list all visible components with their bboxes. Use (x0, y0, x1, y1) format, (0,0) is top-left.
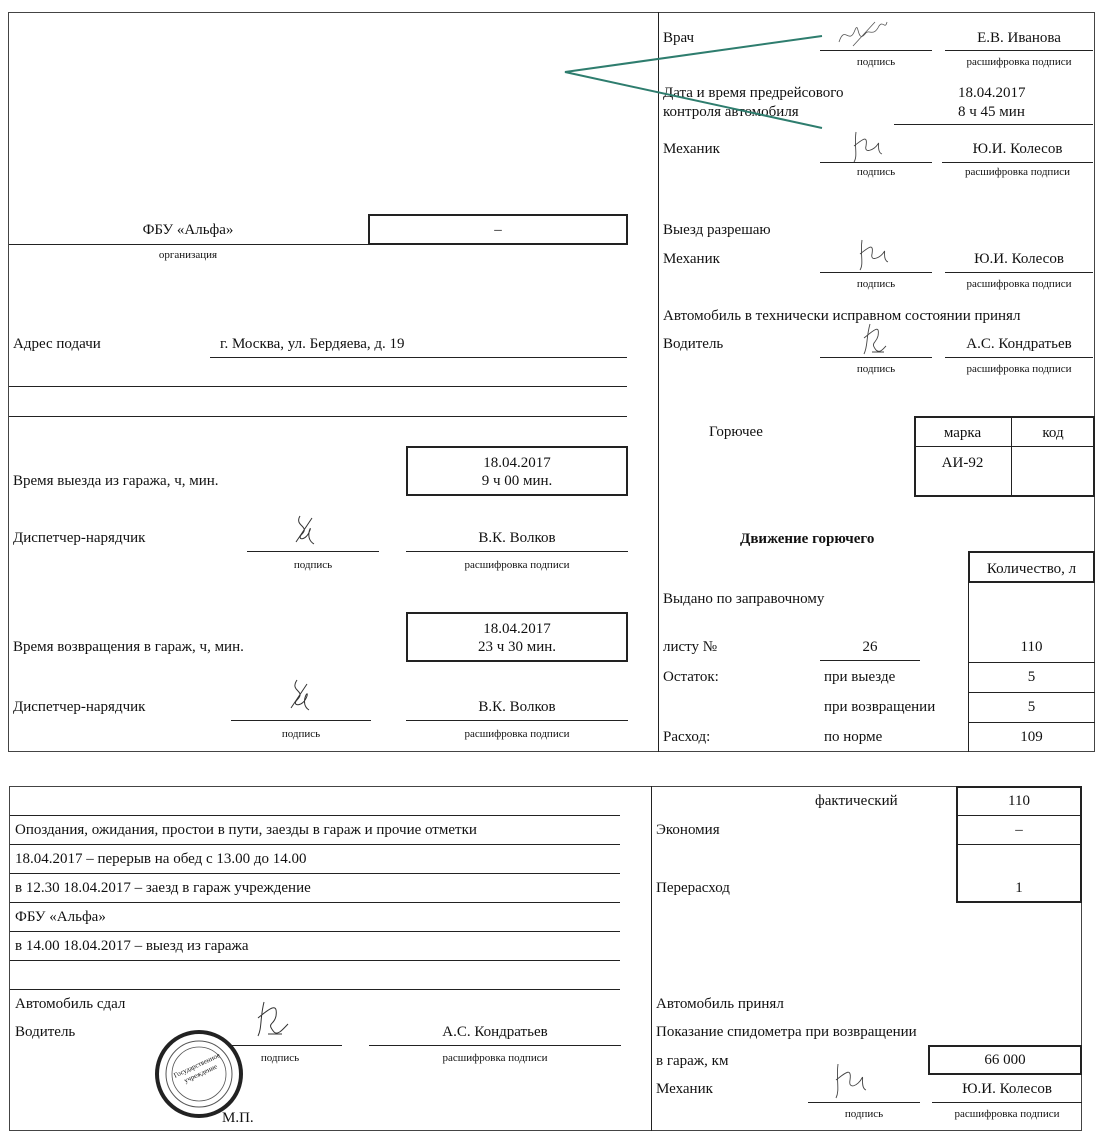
odometer-label-2: в гараж, км (656, 1053, 729, 1069)
bottom-mechanic-sig-line (808, 1102, 920, 1103)
doctor-decode-caption: расшифровка подписи (966, 56, 1072, 68)
fuel-brand-header: марка (943, 425, 982, 441)
permit-label: Выезд разрешаю (663, 222, 771, 238)
notes-line-1 (10, 844, 620, 845)
address-line-2 (9, 386, 627, 387)
org-name: ФБУ «Альфа» (142, 222, 234, 238)
dispatcher1-name-line (406, 551, 628, 552)
fuel-movement-title: Движение горючего (740, 531, 875, 547)
address-label: Адрес подачи (13, 336, 101, 352)
dispatcher2-sig-caption: подпись (281, 728, 321, 740)
actual-label: фактический (815, 793, 898, 809)
dispatcher2-label: Диспетчер-нарядчик (13, 699, 146, 715)
driver-sig-line (820, 357, 932, 358)
return-time: 23 ч 30 мин. (477, 639, 557, 655)
notes-title: Опоздания, ожидания, простои в пути, заезды в гараж и прочие отметки (15, 822, 477, 838)
bottom-mechanic-label: Механик (656, 1081, 713, 1097)
at-depart-label: при выезде (824, 669, 896, 685)
notes-line-0 (10, 815, 620, 816)
precheck-label-2: контроля автомобиля (663, 104, 799, 120)
dispatcher1-signature (290, 512, 320, 548)
dispatcher2-name: В.К. Волков (478, 699, 556, 715)
sheet-number: 26 (862, 639, 878, 655)
issued-label-1: Выдано по заправочному (663, 591, 825, 607)
address-underline (210, 357, 627, 358)
norm-label: по норме (824, 729, 883, 745)
fuel-bottom-line-2 (956, 844, 1082, 845)
note-1: 18.04.2017 – перерыв на обед с 13.00 до 14.00 (15, 851, 307, 867)
consumption-label: Расход: (663, 729, 711, 745)
remainder-label: Остаток: (663, 669, 719, 685)
bottom-center-divider (651, 786, 652, 1131)
driver-decode-caption: расшифровка подписи (966, 363, 1072, 375)
doctor-name-line (945, 50, 1093, 51)
dispatcher2-signature (285, 676, 315, 714)
accepted-label: Автомобиль в технически исправном состоянии принял (663, 308, 1021, 324)
notes-line-5 (10, 960, 620, 961)
fuel-code-header: код (1042, 425, 1064, 441)
driver-sig-caption: подпись (856, 363, 896, 375)
qty-line-1 (968, 662, 1095, 663)
bottom-mechanic-sig-caption: подпись (844, 1108, 884, 1120)
dispatcher1-name: В.К. Волков (478, 530, 556, 546)
odometer-label-1: Показание спидометра при возвращении (656, 1024, 917, 1040)
handed-label: Автомобиль сдал (15, 996, 126, 1012)
dispatcher2-decode-caption: расшифровка подписи (464, 728, 570, 740)
doctor-signature (835, 16, 890, 50)
at-return-qty: 5 (1027, 699, 1036, 715)
mechanic1-label: Механик (663, 141, 720, 157)
mechanic2-name-line (945, 272, 1093, 273)
precheck-date: 18.04.2017 (958, 85, 1026, 101)
qty-line-2 (968, 692, 1095, 693)
return-date: 18.04.2017 (483, 621, 551, 637)
qty-line-3 (968, 722, 1095, 723)
driver-label: Водитель (663, 336, 724, 352)
fuel-label: Горючее (709, 424, 763, 440)
mechanic1-signature (846, 126, 886, 164)
bottom-driver-label: Водитель (15, 1024, 76, 1040)
dispatcher1-decode-caption: расшифровка подписи (464, 559, 570, 571)
bottom-mechanic-decode-caption: расшифровка подписи (954, 1108, 1060, 1120)
fuel-bottom-line-1 (956, 815, 1082, 816)
bottom-driver-name: А.С. Кондратьев (442, 1024, 548, 1040)
norm-qty: 109 (1020, 729, 1043, 745)
doctor-name: Е.В. Иванова (977, 30, 1061, 46)
driver-signature (856, 320, 892, 356)
odometer-value: 66 000 (984, 1052, 1026, 1068)
doctor-label: Врач (663, 30, 695, 46)
precheck-label-1: Дата и время предрейсового (663, 85, 844, 101)
issued-qty: 110 (1020, 639, 1043, 655)
driver-name-line (945, 357, 1093, 358)
actual-qty: 110 (1008, 793, 1030, 809)
sheet-number-line (820, 660, 920, 661)
org-caption: организация (158, 249, 218, 261)
notes-line-4 (10, 931, 620, 932)
org-code: – (494, 222, 502, 238)
dispatcher2-sig-line (231, 720, 371, 721)
overrun-label: Перерасход (656, 880, 730, 896)
economy-label: Экономия (656, 822, 720, 838)
driver-name: А.С. Кондратьев (966, 336, 1072, 352)
dispatcher1-sig-line (247, 551, 379, 552)
mechanic2-signature (852, 234, 892, 272)
notes-line-2 (10, 873, 620, 874)
bottom-driver-sig-caption: подпись (260, 1052, 300, 1064)
note-3: ФБУ «Альфа» (15, 909, 106, 925)
mechanic1-name: Ю.И. Колесов (972, 141, 1063, 157)
economy-qty: – (1015, 822, 1023, 838)
received-label: Автомобиль принял (656, 996, 784, 1012)
depart-time: 9 ч 00 мин. (481, 473, 553, 489)
org-underline (9, 244, 369, 245)
precheck-underline (894, 124, 1093, 125)
mechanic2-name: Ю.И. Колесов (974, 251, 1064, 267)
mechanic1-decode-caption: расшифровка подписи (965, 166, 1070, 178)
mechanic1-sig-line (820, 162, 932, 163)
fuel-brand: АИ-92 (941, 455, 984, 471)
dispatcher2-name-line (406, 720, 628, 721)
dispatcher1-label: Диспетчер-нарядчик (13, 530, 146, 546)
address-line-3 (9, 416, 627, 417)
bottom-driver-signature (248, 996, 294, 1040)
note-2: в 12.30 18.04.2017 – заезд в гараж учреждение (15, 880, 311, 896)
mechanic2-decode-caption: расшифровка подписи (966, 278, 1072, 290)
at-return-label: при возвращении (824, 699, 936, 715)
dispatcher1-sig-caption: подпись (293, 559, 333, 571)
address-value: г. Москва, ул. Бердяева, д. 19 (220, 336, 405, 352)
at-depart-qty: 5 (1027, 669, 1036, 685)
return-label: Время возвращения в гараж, ч, мин. (13, 639, 244, 655)
bottom-mechanic-name-line (932, 1102, 1082, 1103)
doctor-sig-line (820, 50, 932, 51)
bottom-mechanic-signature (826, 1058, 870, 1102)
doctor-sig-caption: подпись (856, 56, 896, 68)
depart-date: 18.04.2017 (483, 455, 551, 471)
mechanic2-sig-caption: подпись (856, 278, 896, 290)
quantity-header: Количество, л (986, 561, 1077, 577)
mp-label: М.П. (222, 1110, 254, 1126)
mechanic2-label: Механик (663, 251, 720, 267)
mechanic1-name-line (942, 162, 1093, 163)
depart-label: Время выезда из гаража, ч, мин. (13, 473, 219, 489)
fuel-table-header-line (914, 446, 1095, 447)
bottom-mechanic-name: Ю.И. Колесов (962, 1081, 1052, 1097)
overrun-qty: 1 (1015, 880, 1023, 896)
notes-line-3 (10, 902, 620, 903)
bottom-driver-name-line (369, 1045, 621, 1046)
issued-label-2: листу № (663, 639, 718, 655)
mechanic2-sig-line (820, 272, 932, 273)
top-center-divider (658, 12, 659, 752)
bottom-driver-decode-caption: расшифровка подписи (442, 1052, 548, 1064)
precheck-time: 8 ч 45 мин (958, 104, 1025, 120)
stamp-text: Государственное учреждение (172, 1051, 222, 1085)
note-4: в 14.00 18.04.2017 – выезд из гаража (15, 938, 249, 954)
mechanic1-sig-caption: подпись (856, 166, 896, 178)
notes-line-6 (10, 989, 620, 990)
